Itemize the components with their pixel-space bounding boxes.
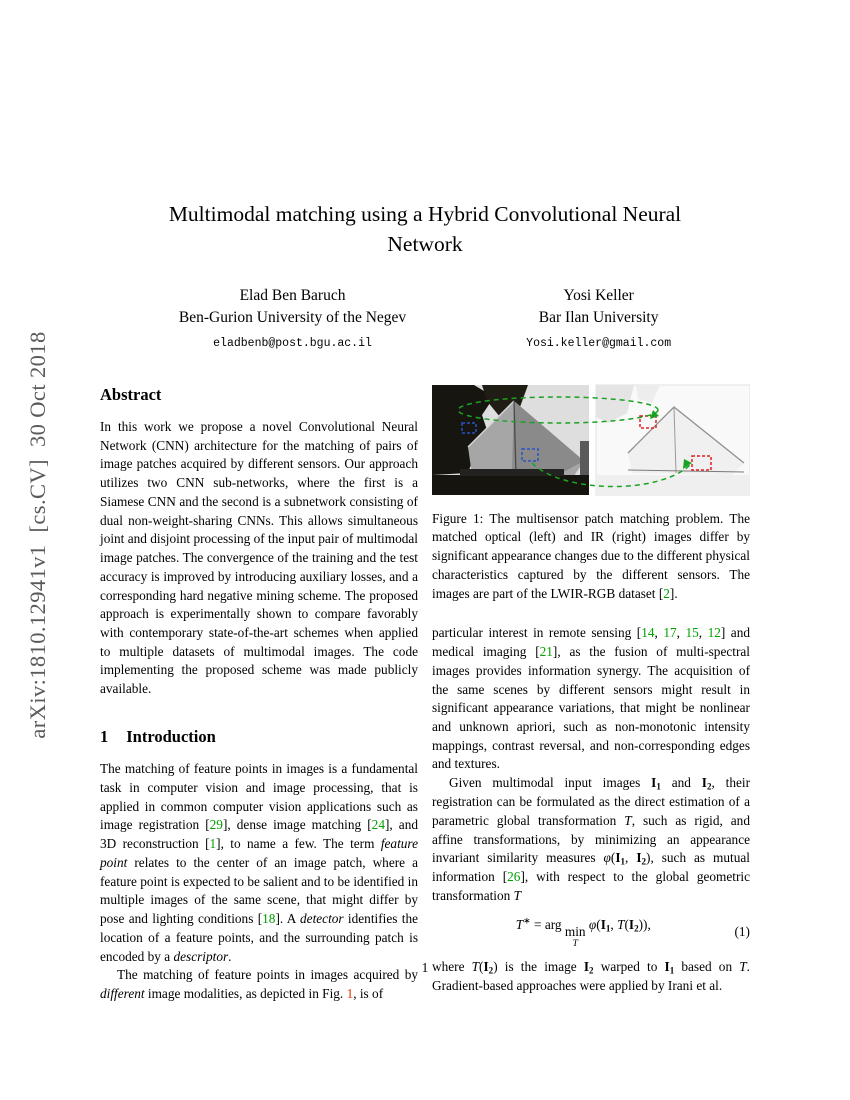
equation-number: (1) xyxy=(734,923,750,939)
author-affiliation: Bar Ilan University xyxy=(538,309,659,327)
citation-link[interactable]: 14 xyxy=(641,625,655,641)
citation-link[interactable]: 12 xyxy=(707,625,721,641)
text-segment: φ xyxy=(603,850,611,866)
text-segment: ] and medical imaging [ xyxy=(432,625,750,660)
text-segment: Given multimodal input images xyxy=(449,775,652,791)
text-segment: 2 xyxy=(706,781,712,792)
text-segment: I xyxy=(583,959,590,975)
author-name: Yosi Keller xyxy=(563,287,634,305)
figure-ref-link[interactable]: 1 xyxy=(346,985,354,1001)
text-segment: 2 xyxy=(634,923,639,934)
equation-body xyxy=(432,915,734,949)
text-segment: , xyxy=(698,625,708,641)
figure-caption xyxy=(432,510,750,604)
text-segment: , is of xyxy=(353,985,384,1001)
text-segment: ( xyxy=(479,959,484,975)
text-segment: . Gradient-based approaches were applied by Irani et al. xyxy=(432,959,750,994)
equation-argmin xyxy=(565,925,586,949)
text-segment: In this work we propose a novel Convolutional Neural Network (CNN) architecture for the matching of pairs of image patches acquired by different sensors. Our approach utilizes two CNN sub-networks, where the first is a Siamese CNN and the second is a subnetwork consisting of dual non-weight-sharing CNNs. This allows simultaneous joint and disjoint processing of the input pair of multimodal image patches. The convergence of the training and the test accuracy is improved by introducing auxiliary losses, and a corresponding hard negative mining scheme. The proposed approach is experimentally shown to compare favorably with contemporary state-of-the-art schemes when applied to multiple datasets of multimodal images. The code implementing the proposed scheme was made publicly available. xyxy=(100,418,418,697)
text-segment: T xyxy=(739,959,747,975)
text-segment: based on xyxy=(674,959,740,975)
text-segment: feature point xyxy=(100,836,418,870)
abstract-paragraph xyxy=(100,418,418,699)
author-email: eladbenb@post.bgu.ac.il xyxy=(213,337,372,351)
citation-link[interactable]: 1 xyxy=(209,836,217,852)
arxiv-sidebar-banner: arXiv:1810.12941v1 [cs.CV] 30 Oct 2018 xyxy=(25,331,50,739)
text-segment: , such as rigid, and affine transformations, by minimizing an appearance invariant similarity measures xyxy=(432,812,750,866)
left-column xyxy=(100,383,418,1004)
text-segment: 1 xyxy=(605,923,611,934)
section-number: 1 xyxy=(100,726,109,746)
citation-link[interactable]: 2 xyxy=(663,585,670,601)
equation-lhs xyxy=(516,917,565,932)
citation-link[interactable]: 24 xyxy=(371,817,385,833)
author-list xyxy=(100,285,750,352)
page-number: 1 xyxy=(421,960,429,975)
argmin-operator: min xyxy=(564,924,586,940)
citation-link[interactable]: 26 xyxy=(507,869,521,885)
text-segment: identifies the location of a feature points, and the surrounding patch is encoded by a xyxy=(100,911,418,964)
text-segment: relates to the center of an image patch, where a feature point is expected to be salient and to be identified in multiple images of the same scene, that might differ by pose and lighting conditions [ xyxy=(100,854,418,927)
text-segment: I xyxy=(483,959,489,975)
right-paragraph-2 xyxy=(432,774,750,906)
text-segment: 1 xyxy=(620,856,626,867)
citation-link[interactable]: 21 xyxy=(539,644,553,660)
text-segment: ( xyxy=(624,917,629,933)
text-segment: is the image xyxy=(497,959,584,975)
text-segment: where xyxy=(432,959,472,975)
text-segment: T xyxy=(624,812,632,828)
paper-title: Multimodal matching using a Hybrid Convolutional Neural Network xyxy=(168,202,682,256)
figure-ir-image xyxy=(596,385,750,495)
text-segment: , xyxy=(676,625,686,641)
text-segment: ]. xyxy=(669,585,678,601)
text-segment: detector xyxy=(300,911,344,927)
text-segment: descriptor xyxy=(173,948,229,964)
author-email: Yosi.keller@gmail.com xyxy=(526,337,672,351)
text-segment: particular interest in remote sensing [ xyxy=(432,625,642,641)
text-segment: I xyxy=(651,775,657,791)
text-segment: 2 xyxy=(589,965,594,976)
author-affiliation: Ben-Gurion University of the Negev xyxy=(178,309,407,327)
text-segment: , such as mutual information [ xyxy=(432,850,750,885)
author-name: Elad Ben Baruch xyxy=(239,287,346,305)
section-title: Introduction xyxy=(126,726,216,746)
text-segment: T xyxy=(513,888,522,904)
right-paragraph-1 xyxy=(432,624,750,774)
text-segment: T xyxy=(515,917,524,933)
text-segment: ∗ xyxy=(523,915,531,926)
equation-1 xyxy=(432,915,750,949)
text-segment: ], to name a few. The term xyxy=(216,836,381,852)
text-segment: warped to xyxy=(593,959,665,975)
text-segment: Figure 1: The multisensor patch matching problem. The matched optical (left) and IR (right) images differ by significant appearance changes due to the different physical characteristics captured by the different sensors. The images are part of the LWIR-RGB dataset [ xyxy=(432,510,750,601)
citation-link[interactable]: 17 xyxy=(663,625,677,641)
text-segment: and xyxy=(660,775,702,791)
figure-1 xyxy=(432,383,750,604)
text-segment: ( xyxy=(596,917,601,933)
text-segment: ) xyxy=(493,959,498,975)
text-segment: ], dense image matching [ xyxy=(222,817,372,833)
text-segment: The matching of feature points in images is a fundamental task in computer vision and image processing, that is applied in common computer vision applications such as image registration [ xyxy=(100,761,418,833)
citation-link[interactable]: 15 xyxy=(685,625,699,641)
text-segment: 2 xyxy=(641,856,647,867)
text-segment: I xyxy=(636,850,642,866)
author-block-1 xyxy=(179,285,406,352)
text-segment: 1 xyxy=(669,965,675,976)
text-segment: φ xyxy=(588,917,597,933)
figure-optical-image xyxy=(432,385,589,495)
text-segment: , xyxy=(625,850,637,866)
text-segment: image modalities, as depicted in Fig. xyxy=(144,985,347,1001)
citation-link[interactable]: 29 xyxy=(209,817,223,833)
text-segment: 1 xyxy=(656,781,661,792)
section-heading-introduction xyxy=(100,725,418,748)
citation-link[interactable]: 18 xyxy=(262,911,276,927)
text-segment: , xyxy=(654,625,664,641)
equation-rhs xyxy=(586,917,651,932)
text-segment: 2 xyxy=(488,965,494,976)
argmin-subscript: T xyxy=(572,938,578,949)
text-segment: I xyxy=(615,850,621,866)
text-segment: The matching of feature points in images acquired by xyxy=(117,967,418,983)
text-segment: different xyxy=(100,985,145,1001)
text-segment: , xyxy=(610,917,618,933)
text-segment: ], with respect to the global geometric transformation xyxy=(432,869,750,904)
text-segment: T xyxy=(471,959,480,975)
text-segment: = arg xyxy=(530,917,565,933)
text-segment: I xyxy=(600,917,606,933)
text-segment: I xyxy=(701,775,707,791)
text-segment: ], and 3D reconstruction [ xyxy=(100,817,418,852)
text-segment: T xyxy=(617,917,625,933)
text-segment: ( xyxy=(610,850,616,866)
text-segment: , their registration can be formulated as the direct estimation of a parametric global transformation xyxy=(432,775,750,828)
text-segment: ]. A xyxy=(275,911,301,927)
text-segment: ) xyxy=(646,850,651,866)
author-block-2 xyxy=(526,285,671,352)
text-segment: . xyxy=(228,948,232,964)
text-segment: )), xyxy=(638,917,651,933)
figure-1-graphic xyxy=(432,383,750,497)
text-segment: I xyxy=(664,959,670,975)
right-column xyxy=(432,383,750,1004)
abstract-heading: Abstract xyxy=(100,384,162,404)
text-segment: I xyxy=(628,917,635,933)
intro-paragraph-1 xyxy=(100,760,418,966)
two-column-body xyxy=(100,383,750,1004)
text-segment: ], as the fusion of multi-spectral images provides information synergy. The acquisition of the same scenes by different sensors might result in significant appearance variations, that might be nonlinear and unknown apriori, such as non-monotonic intensity mappings, contrast reversal, and non-corresponding edges and textures. xyxy=(432,644,750,772)
